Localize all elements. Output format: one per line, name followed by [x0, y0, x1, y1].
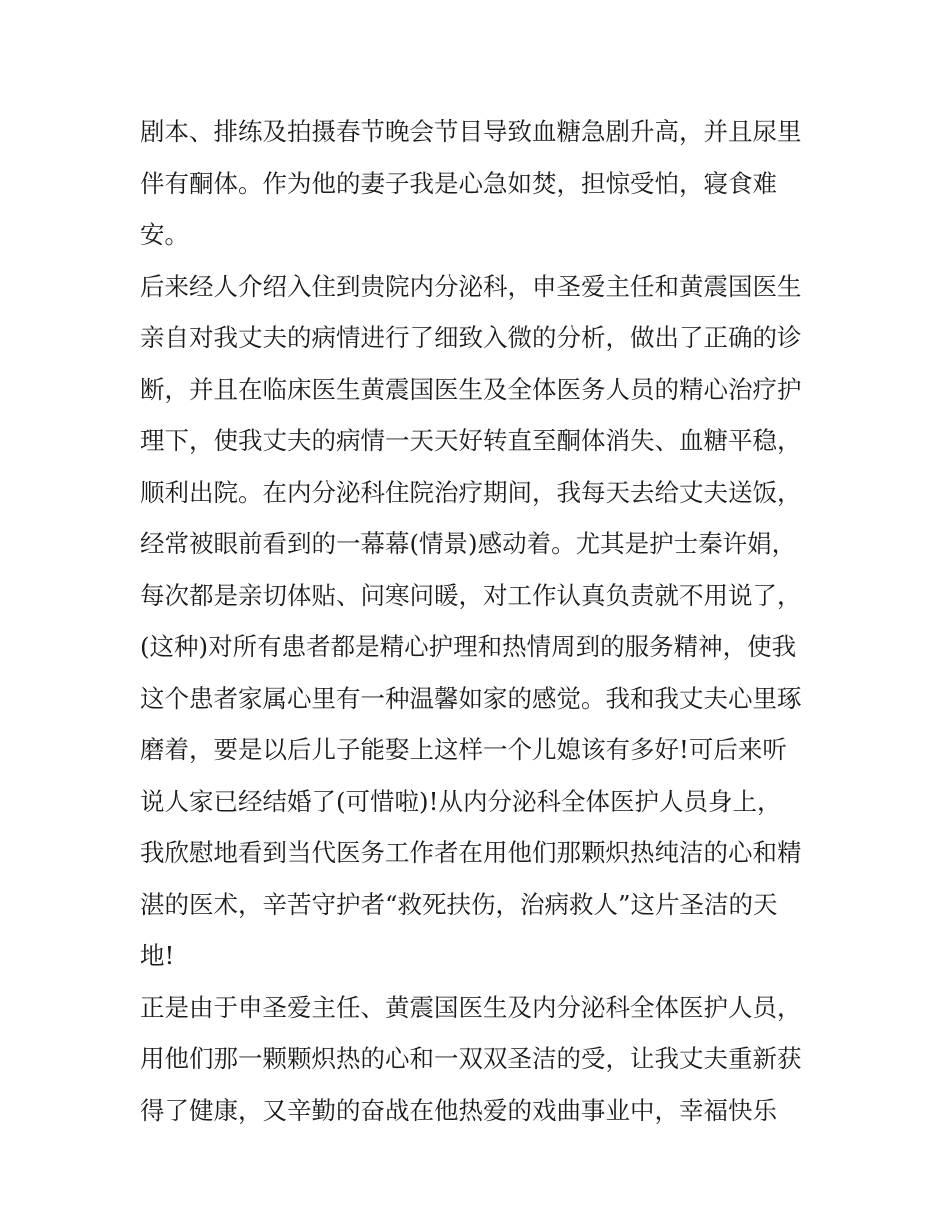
text-line: 用他们那一颗颗炽热的心和一双双圣洁的受，让我丈夫重新获	[140, 1044, 802, 1073]
text-line: 剧本、排练及拍摄春节晚会节目导致血糖急剧升高，并且尿里	[140, 117, 802, 146]
text-line: 说人家已经结婚了(可惜啦)!从内分泌科全体医护人员身上，	[140, 786, 782, 816]
text-line: 断，并且在临床医生黄震国医生及全体医务人员的精心治疗护	[140, 374, 802, 404]
text-line: 理下，使我丈夫的病情一天天好转直至酮体消失、血糖平稳，	[140, 426, 802, 455]
text-line: 正是由于申圣爱主任、黄震国医生及内分泌科全体医护人员，	[140, 992, 802, 1022]
text-line: 磨着，要是以后儿子能娶上这样一个儿媳该有多好!可后来听	[140, 735, 787, 764]
text-line: 这个患者家属心里有一种温馨如家的感觉。我和我丈夫心里琢	[140, 683, 802, 713]
letter-body	[140, 106, 830, 1136]
text-line: 经常被眼前看到的一幕幕(情景)感动着。尤其是护士秦许娟，	[140, 529, 797, 558]
text-line: 伴有酮体。作为他的妻子我是心急如焚，担惊受怕，寝食难	[140, 168, 777, 198]
text-line: 后来经人介绍入住到贵院内分泌科，申圣爱主任和黄震国医生	[140, 271, 802, 301]
text-line: 我欣慰地看到当代医务工作者在用他们那颗炽热纯洁的心和精	[140, 838, 802, 867]
text-line: 安。	[140, 220, 189, 249]
text-line: 顺利出院。在内分泌科住院治疗期间，我每天去给丈夫送饭，	[140, 477, 802, 507]
text-line: 地!	[140, 941, 175, 970]
text-line: 湛的医术，辛苦守护者“救死扶伤，治病救人”这片圣洁的天	[140, 889, 778, 919]
text-line: 每次都是亲切体贴、问寒问暖，对工作认真负责就不用说了，	[140, 580, 802, 610]
text-line: (这种)对所有患者都是精心护理和热情周到的服务精神，使我	[140, 632, 797, 661]
text-line: 亲自对我丈夫的病情进行了细致入微的分析，做出了正确的诊	[140, 323, 802, 352]
text-line: 得了健康，又辛勤的奋战在他热爱的戏曲事业中，幸福快乐	[140, 1095, 777, 1125]
